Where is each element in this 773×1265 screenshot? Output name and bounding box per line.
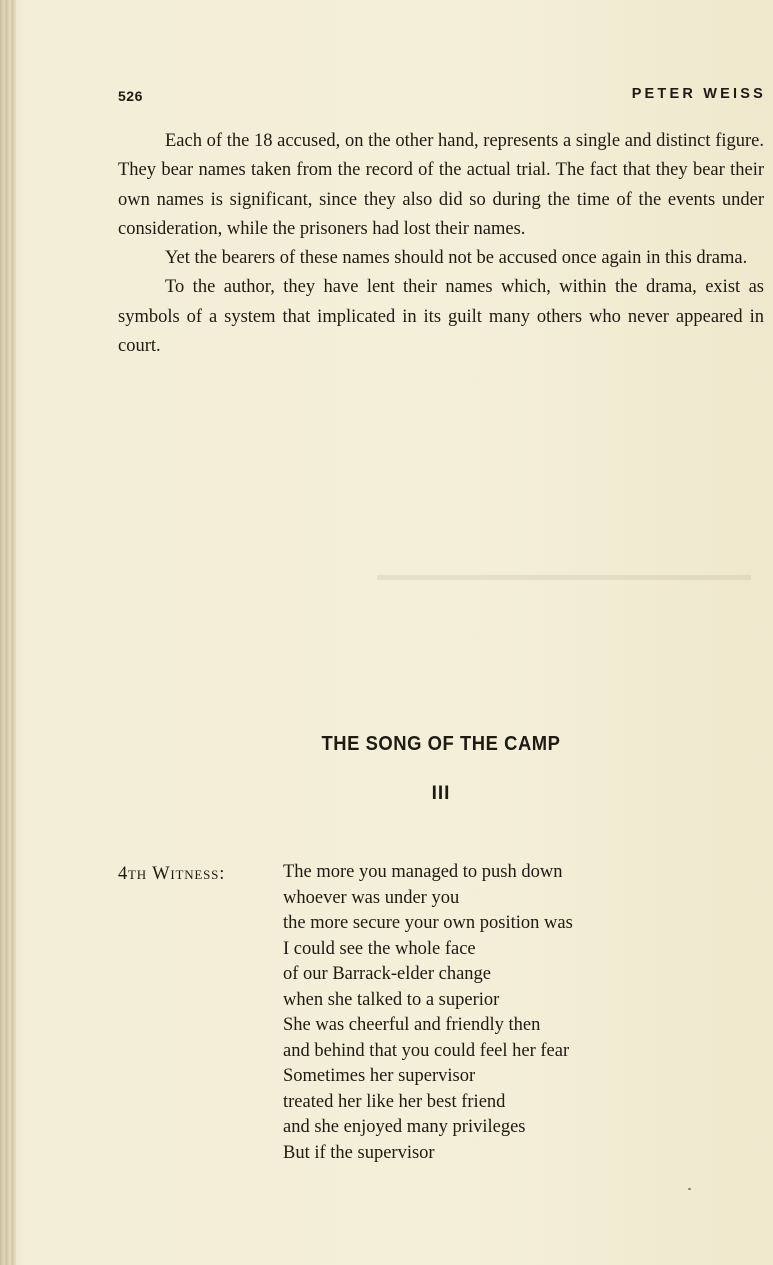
- paragraph: Each of the 18 accused, on the other hand, represents a single and distinct figure. They bear names taken from the record of the actual trial. The fact that they bear their own names is significant, since they also did so during the time of the events under consideration, while the prisoners had lost their names.: [118, 131, 764, 239]
- verse-line: the more secure your own position was: [283, 913, 573, 933]
- verse-line: treated her like her best friend: [283, 1091, 506, 1112]
- running-head-author: PETER WEISS: [631, 86, 766, 102]
- bleed-through-texture: ▬▬▬▬▬▬▬▬▬▬▬▬▬▬▬▬▬▬▬▬▬▬: [377, 565, 768, 584]
- verse-block: [283, 860, 743, 1166]
- verse-line: She was cheerful and friendly then: [283, 1015, 541, 1035]
- running-head: [118, 84, 766, 108]
- speaker-colon: :: [219, 864, 225, 884]
- page-number: 526: [118, 88, 143, 104]
- verse-line: and she enjoyed many privileges: [283, 1117, 526, 1137]
- paper-speck: [688, 1188, 691, 1190]
- paragraph: To the author, they have lent their names which, within the drama, exist as symbols of a system that implicated in its guilt many others who never appeared in court.: [118, 277, 764, 357]
- speaker-name: 4th Witness: [118, 864, 220, 884]
- book-gutter-shadow: [0, 0, 16, 1265]
- verse-line: when she talked to a superior: [283, 989, 500, 1010]
- verse-line: The more you managed to push down: [283, 862, 563, 882]
- verse-line: whoever was under you: [283, 887, 460, 908]
- verse-line: But if the supervisor: [283, 1142, 435, 1163]
- verse-line: and behind that you could feel her fear: [283, 1040, 570, 1061]
- verse-line: of our Barrack-elder change: [283, 964, 492, 984]
- verse-line: Sometimes her supervisor: [283, 1066, 476, 1086]
- paragraph: Yet the bearers of these names should not be accused once again in this drama.: [165, 248, 748, 269]
- body-text: [118, 127, 764, 361]
- speaker-label: [118, 860, 224, 889]
- verse-line: I could see the whole face: [283, 938, 476, 959]
- section-title: THE SONG OF THE CAMP: [321, 733, 561, 755]
- section-number: III: [431, 783, 451, 804]
